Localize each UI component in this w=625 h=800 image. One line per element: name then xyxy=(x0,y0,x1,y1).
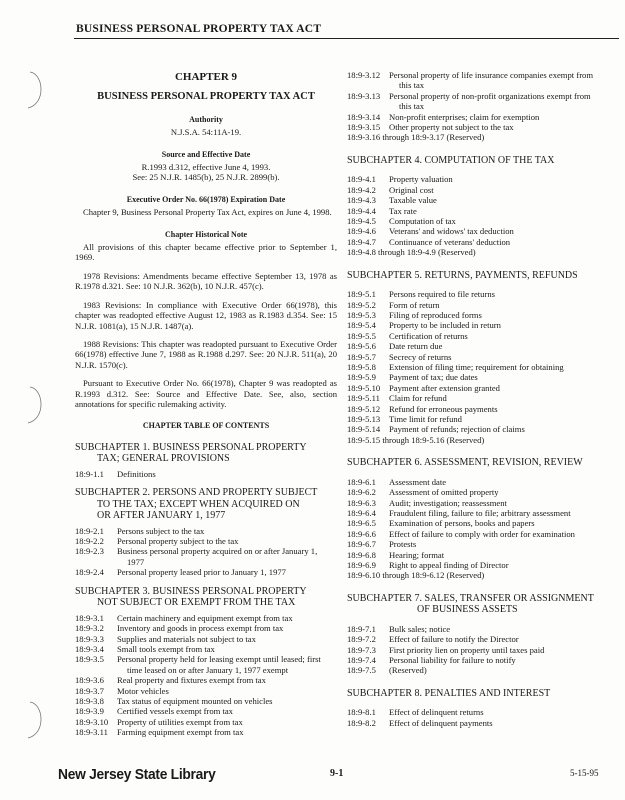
toc-entry xyxy=(347,237,619,247)
section-title-text: Date return due xyxy=(389,341,443,352)
section-title-text: Effect of delinquent returns xyxy=(389,707,484,718)
section-title-text: Motor vehicles xyxy=(117,685,169,696)
section-title-text: Audit; investigation; reassessment xyxy=(389,497,507,508)
section-number: 18:9-7.1 xyxy=(347,623,376,634)
left-column xyxy=(75,70,337,738)
section-title xyxy=(389,352,619,362)
section-title xyxy=(389,529,619,539)
section-title-text: Secrecy of returns xyxy=(389,351,452,362)
toc-entry xyxy=(347,91,619,112)
section-title-text: Bulk sales; notice xyxy=(389,623,451,634)
toc-entry xyxy=(347,645,619,655)
section-title xyxy=(389,665,619,675)
section-number: 18:9-5.12 xyxy=(347,403,381,414)
section-number: 18:9-3.12 xyxy=(347,70,381,80)
toc-entry xyxy=(75,623,337,633)
section-title xyxy=(117,567,337,577)
section-number: 18:9-6.8 xyxy=(347,549,376,560)
punch-hole-mark xyxy=(22,68,52,113)
section-number: 18:9-4.5 xyxy=(347,215,376,226)
section-number: 18:9-7.4 xyxy=(347,654,376,665)
section-title xyxy=(389,508,619,518)
subchapter-4-list xyxy=(347,174,619,247)
section-number: 18:9-3.2 xyxy=(75,623,104,634)
section-number: 18:9-5.4 xyxy=(347,320,376,331)
section-number: 18:9-2.4 xyxy=(75,567,104,578)
toc-entry xyxy=(347,393,619,403)
subchapter-5-title: SUBCHAPTER 5. RETURNS, PAYMENTS, REFUNDS xyxy=(347,269,578,281)
toc-entry xyxy=(75,469,337,479)
section-title-text: Payment of refunds; rejection of claims xyxy=(389,424,525,435)
source-line: R.1993 d.312, effective June 4, 1993. xyxy=(141,162,271,173)
section-title xyxy=(117,696,337,706)
subchapter-2-list xyxy=(75,526,337,578)
section-number: 18:9-5.1 xyxy=(347,289,376,300)
toc-entry xyxy=(347,665,619,675)
section-number: 18:9-2.1 xyxy=(75,525,104,536)
section-title-text: Persons required to file returns xyxy=(389,289,495,300)
section-number: 18:9-6.6 xyxy=(347,528,376,539)
section-title-text: Taxable value xyxy=(389,195,437,206)
toc-entry xyxy=(347,372,619,382)
section-number: 18:9-6.2 xyxy=(347,487,376,498)
section-title xyxy=(389,122,619,132)
section-title xyxy=(389,289,619,299)
section-title-text: Small tools exempt from tax xyxy=(117,643,215,654)
section-number: 18:9-8.2 xyxy=(347,717,376,728)
toc-entry xyxy=(347,404,619,414)
subchapter-3-list xyxy=(75,613,337,738)
section-number: 18:9-3.15 xyxy=(347,122,381,133)
toc-entry xyxy=(75,634,337,644)
section-title-text: Persons subject to the tax xyxy=(117,525,205,536)
section-title-text: Right to appeal finding of Director xyxy=(389,559,509,570)
toc-entry xyxy=(347,122,619,132)
library-stamp: New Jersey State Library xyxy=(58,766,216,783)
section-title xyxy=(117,675,337,685)
historical-note-heading: Chapter Historical Note xyxy=(164,229,248,239)
toc-entry xyxy=(347,634,619,644)
section-number: 18:9-3.14 xyxy=(347,111,381,122)
toc-entry xyxy=(75,546,337,567)
section-number: 18:9-6.4 xyxy=(347,507,376,518)
toc-entry xyxy=(347,174,619,184)
toc-entry xyxy=(347,341,619,351)
section-title xyxy=(389,362,619,372)
section-title xyxy=(117,613,337,623)
section-title xyxy=(389,226,619,236)
section-title-text: Certified vessels exempt from tax xyxy=(117,706,233,717)
section-title xyxy=(117,526,337,536)
section-number: 18:9-3.11 xyxy=(75,727,108,738)
toc-entry xyxy=(347,216,619,226)
toc-entry xyxy=(347,487,619,497)
section-number: 18:9-4.6 xyxy=(347,226,376,237)
section-number: 18:9-5.10 xyxy=(347,382,381,393)
running-head: BUSINESS PERSONAL PROPERTY TAX ACT xyxy=(76,23,322,35)
section-title-text: Refund for erroneous payments xyxy=(389,403,498,414)
section-number: 18:9-5.8 xyxy=(347,361,376,372)
section-number: 18:9-7.3 xyxy=(347,644,376,655)
section-title xyxy=(117,706,337,716)
section-title xyxy=(389,487,619,497)
toc-entry xyxy=(75,654,337,675)
toc-entry xyxy=(347,414,619,424)
section-number: 18:9-3.4 xyxy=(75,643,104,654)
chapter-label: CHAPTER 9 xyxy=(174,71,238,83)
section-title-text: Original cost xyxy=(389,184,434,195)
section-title xyxy=(389,216,619,226)
subchapter-3-title: SUBCHAPTER 3. BUSINESS PERSONAL PROPERTY NOT SUBJECT OR EXEMPT FROM THE TAX xyxy=(75,585,307,609)
executive-order-heading: Executive Order No. 66(1978) Expiration Date xyxy=(126,194,286,204)
toc-entry xyxy=(347,289,619,299)
section-number: 18:9-3.13 xyxy=(347,90,381,101)
section-title-text: Personal property subject to the tax xyxy=(117,536,239,547)
section-title xyxy=(389,404,619,414)
toc-entry xyxy=(75,675,337,685)
table-of-contents-heading: CHAPTER TABLE OF CONTENTS xyxy=(142,421,270,431)
reserved-range: 18:9-6.10 through 18:9-6.12 (Reserved) xyxy=(347,570,485,581)
section-number: 18:9-2.3 xyxy=(75,546,104,557)
historical-note-paragraph: All provisions of this chapter became effective prior to September 1, 1969. xyxy=(75,242,337,263)
section-number: 18:9-2.2 xyxy=(75,536,104,547)
toc-entry xyxy=(75,536,337,546)
toc-entry xyxy=(75,686,337,696)
subchapter-2-title: SUBCHAPTER 2. PERSONS AND PROPERTY SUBJECT TO THE TAX; EXCEPT WHEN ACQUIRED ON OR AFTER JANUARY 1, 1977 xyxy=(75,487,318,522)
section-number: 18:9-7.5 xyxy=(347,665,376,676)
section-title xyxy=(389,206,619,216)
section-title xyxy=(389,320,619,330)
toc-entry xyxy=(75,696,337,706)
section-number: 18:9-4.3 xyxy=(347,195,376,206)
section-title xyxy=(389,424,619,434)
section-number: 18:9-6.7 xyxy=(347,539,376,550)
section-title xyxy=(389,718,619,728)
toc-entry xyxy=(347,539,619,549)
source-line: See: 25 N.J.R. 1485(b), 25 N.J.R. 2899(b). xyxy=(132,172,280,183)
section-title-text: Other property not subject to the tax xyxy=(389,122,514,133)
section-number: 18:9-5.6 xyxy=(347,341,376,352)
section-number: 18:9-3.5 xyxy=(75,654,104,665)
section-title xyxy=(389,237,619,247)
section-title-text: Extension of filing time; requirement for obtaining xyxy=(389,361,564,372)
section-title-text: Personal property held for leasing exempt until leased; first xyxy=(117,654,321,665)
section-title-text: Computation of tax xyxy=(389,215,456,226)
section-title xyxy=(389,372,619,382)
section-title xyxy=(117,536,337,546)
toc-entry xyxy=(347,529,619,539)
toc-entry xyxy=(347,320,619,330)
section-title xyxy=(389,393,619,403)
section-number: 18:9-5.5 xyxy=(347,330,376,341)
subchapter-3-continued-list xyxy=(347,70,619,132)
section-title-text: Effect of delinquent payments xyxy=(389,717,493,728)
section-number: 18:9-3.8 xyxy=(75,695,104,706)
section-title-text: Payment of tax; due dates xyxy=(389,372,478,383)
toc-entry xyxy=(347,477,619,487)
section-title xyxy=(117,727,337,737)
section-title xyxy=(117,717,337,727)
section-title-continuation: time leased on or after January 1, 1977 exempt xyxy=(127,664,289,675)
section-title-text: Inventory and goods in process exempt from tax xyxy=(117,623,284,634)
section-title xyxy=(389,310,619,320)
section-title-text: Real property and fixtures exempt from tax xyxy=(117,675,266,686)
section-title xyxy=(117,634,337,644)
section-title-text: Definitions xyxy=(117,468,156,479)
toc-entry xyxy=(347,550,619,560)
toc-entry xyxy=(347,655,619,665)
authority-heading: Authority xyxy=(189,114,223,124)
section-title xyxy=(117,546,337,567)
section-title xyxy=(389,518,619,528)
toc-entry xyxy=(347,70,619,91)
section-title-text: Assessment date xyxy=(389,476,447,487)
section-title-text: Filing of reproduced forms xyxy=(389,309,482,320)
section-number: 18:9-6.1 xyxy=(347,476,376,487)
section-title xyxy=(389,300,619,310)
right-column xyxy=(347,70,619,728)
subchapter-5-list xyxy=(347,289,619,435)
section-title-text: Form of return xyxy=(389,299,440,310)
toc-entry xyxy=(347,362,619,372)
section-title xyxy=(389,185,619,195)
toc-entry xyxy=(347,310,619,320)
punch-hole-mark xyxy=(22,383,52,428)
subchapter-1-title: SUBCHAPTER 1. BUSINESS PERSONAL PROPERTY TAX; GENERAL PROVISIONS xyxy=(75,441,307,465)
section-title-text: Personal property of non-profit organizations exempt from xyxy=(389,90,591,101)
section-number: 18:9-4.7 xyxy=(347,236,376,247)
subchapter-7-title: SUBCHAPTER 7. SALES, TRANSFER OR ASSIGNMENT OF BUSINESS ASSETS xyxy=(347,592,594,616)
toc-entry xyxy=(347,624,619,634)
section-title-text: Veterans' and widows' tax deduction xyxy=(389,226,514,237)
toc-entry xyxy=(347,185,619,195)
section-number: 18:9-6.3 xyxy=(347,497,376,508)
section-title-text: Assessment of omitted property xyxy=(389,487,499,498)
historical-note-paragraph: 1978 Revisions: Amendments became effective September 13, 1978 as R.1978 d.321. See: 10 N.J.R. 362(b), 10 N.J.R. 457(c). xyxy=(75,270,337,292)
section-title-text: Tax status of equipment mounted on vehicles xyxy=(117,695,273,706)
section-title-text: Examination of persons, books and papers xyxy=(389,518,535,529)
section-title-text: Effect of failure to notify the Director xyxy=(389,634,519,645)
toc-entry xyxy=(347,195,619,205)
section-title-text: Business personal property acquired on or after January 1, xyxy=(117,546,318,557)
section-title xyxy=(389,634,619,644)
revision-date: 5-15-95 xyxy=(570,768,599,778)
reserved-range: 18:9-3.16 through 18:9-3.17 (Reserved) xyxy=(347,132,485,143)
section-title-text: Supplies and materials not subject to tax xyxy=(117,633,256,644)
section-number: 18:9-5.9 xyxy=(347,372,376,383)
toc-entry xyxy=(75,526,337,536)
toc-entry xyxy=(347,707,619,717)
section-title xyxy=(117,623,337,633)
section-title-text: Property to be included in return xyxy=(389,320,501,331)
historical-note-paragraph: 1988 Revisions: This chapter was readopted pursuant to Executive Order 66(1978) effective June 7, 1988 as R.1988 d.297. See: 20 N.J.R. 511(a), 20 N.J.R. 1570(c). xyxy=(75,338,337,370)
section-number: 18:9-3.7 xyxy=(75,685,104,696)
toc-entry xyxy=(347,498,619,508)
section-number: 18:9-4.2 xyxy=(347,184,376,195)
section-number: 18:9-5.7 xyxy=(347,351,376,362)
section-number: 18:9-5.11 xyxy=(347,393,380,404)
section-title-text: Claim for refund xyxy=(389,393,447,404)
toc-entry xyxy=(347,508,619,518)
subchapter-8-list xyxy=(347,707,619,728)
section-number: 18:9-5.13 xyxy=(347,413,381,424)
section-title xyxy=(389,91,619,112)
historical-note-paragraph: 1983 Revisions: In compliance with Executive Order 66(1978), this chapter was readopted effective August 12, 1983 as R.1983 d.354. See: 15 N.J.R. 1081(a), 15 N.J.R. 1487(a). xyxy=(75,299,337,331)
section-title-text: First priority lien on property until taxes paid xyxy=(389,644,545,655)
section-title xyxy=(389,624,619,634)
section-title-text: Fraudulent filing, failure to file; arbitrary assessment xyxy=(389,507,571,518)
toc-entry xyxy=(75,567,337,577)
section-number: 18:9-3.10 xyxy=(75,716,109,727)
section-title-text: Continuance of veterans' deduction xyxy=(389,236,511,247)
reserved-range: 18:9-4.8 through 18:9-4.9 (Reserved) xyxy=(347,247,476,258)
subchapter-7-list xyxy=(347,624,619,676)
source-heading: Source and Effective Date xyxy=(161,149,251,159)
section-title xyxy=(389,560,619,570)
authority-text: N.J.S.A. 54:11A-19. xyxy=(170,127,242,138)
section-title-text: Personal liability for failure to notify xyxy=(389,654,516,665)
toc-entry xyxy=(347,226,619,236)
section-title-text: Time limit for refund xyxy=(389,413,462,424)
section-number: 18:9-7.2 xyxy=(347,634,376,645)
toc-entry xyxy=(75,613,337,623)
section-number: 18:9-6.9 xyxy=(347,559,376,570)
section-title xyxy=(389,414,619,424)
punch-hole-mark xyxy=(22,698,52,743)
section-title-continuation: 1977 xyxy=(127,556,145,567)
section-title-text: Non-profit enterprises; claim for exemption xyxy=(389,111,540,122)
section-title xyxy=(389,477,619,487)
section-title-text: Payment after extension granted xyxy=(389,382,500,393)
section-title xyxy=(389,498,619,508)
section-title xyxy=(389,331,619,341)
chapter-name: BUSINESS PERSONAL PROPERTY TAX ACT xyxy=(97,91,315,103)
reserved-range: 18:9-5.15 through 18:9-5.16 (Reserved) xyxy=(347,434,485,445)
toc-entry xyxy=(347,424,619,434)
section-title xyxy=(389,655,619,665)
subchapter-6-title: SUBCHAPTER 6. ASSESSMENT, REVISION, REVIEW xyxy=(347,457,583,469)
section-title xyxy=(117,654,337,675)
section-number: 18:9-4.1 xyxy=(347,174,376,185)
section-title xyxy=(117,644,337,654)
toc-entry xyxy=(75,706,337,716)
section-number: 18:9-5.2 xyxy=(347,299,376,310)
section-title xyxy=(389,383,619,393)
section-title xyxy=(389,707,619,717)
section-number: 18:9-6.5 xyxy=(347,518,376,529)
toc-entry xyxy=(347,718,619,728)
subchapter-1-list xyxy=(75,469,337,479)
section-title-continuation: this tax xyxy=(399,80,425,91)
section-title-text: Personal property leased prior to January 1, 1977 xyxy=(117,567,286,578)
section-title xyxy=(389,645,619,655)
section-title-text: Hearing; format xyxy=(389,549,445,560)
section-title xyxy=(117,469,337,479)
section-title xyxy=(389,112,619,122)
toc-entry xyxy=(75,727,337,737)
section-title-continuation: this tax xyxy=(399,101,425,112)
toc-entry xyxy=(75,717,337,727)
section-title-text: Property valuation xyxy=(389,174,453,185)
subchapter-4-title: SUBCHAPTER 4. COMPUTATION OF THE TAX xyxy=(347,154,555,166)
toc-entry xyxy=(347,383,619,393)
section-number: 18:9-3.9 xyxy=(75,706,104,717)
section-number: 18:9-3.1 xyxy=(75,612,104,623)
section-title-text: (Reserved) xyxy=(389,665,427,676)
section-title-text: Tax rate xyxy=(389,205,417,216)
section-title xyxy=(117,686,337,696)
section-number: 18:9-3.6 xyxy=(75,675,104,686)
section-title-text: Certain machinery and equipment exempt from tax xyxy=(117,612,293,623)
toc-entry xyxy=(347,300,619,310)
section-title-text: Farming equipment exempt from tax xyxy=(117,727,244,738)
section-number: 18:9-5.14 xyxy=(347,424,381,435)
section-title-text: Protests xyxy=(389,539,417,550)
section-number: 18:9-5.3 xyxy=(347,309,376,320)
section-title xyxy=(389,195,619,205)
section-title xyxy=(389,341,619,351)
toc-entry xyxy=(347,112,619,122)
section-title-text: Certification of returns xyxy=(389,330,468,341)
toc-entry xyxy=(347,560,619,570)
section-number: 18:9-3.3 xyxy=(75,633,104,644)
toc-entry xyxy=(347,352,619,362)
page-number: 9-1 xyxy=(330,768,344,779)
section-number: 18:9-1.1 xyxy=(75,468,104,479)
section-title-text: Personal property of life insurance companies exempt from xyxy=(389,70,594,80)
subchapter-8-title: SUBCHAPTER 8. PENALTIES AND INTEREST xyxy=(347,687,551,699)
section-title xyxy=(389,70,619,91)
historical-note-paragraph: Pursuant to Executive Order No. 66(1978), Chapter 9 was readopted as R.1993 d.312. See: Source and Effective Date. See, also, section annotations for specific rulemaking activity. xyxy=(75,378,337,409)
header-rule xyxy=(74,38,619,39)
section-title xyxy=(389,539,619,549)
section-number: 18:9-4.4 xyxy=(347,205,376,216)
section-number: 18:9-8.1 xyxy=(347,707,376,718)
section-title xyxy=(389,174,619,184)
section-title-text: Effect of failure to comply with order for examination xyxy=(389,528,575,539)
section-title-text: Property of utilities exempt from tax xyxy=(117,716,243,727)
toc-entry xyxy=(75,644,337,654)
toc-entry xyxy=(347,518,619,528)
toc-entry xyxy=(347,331,619,341)
executive-order-text: Chapter 9, Business Personal Property Tax Act, expires on June 4, 1998. xyxy=(83,207,332,218)
toc-entry xyxy=(347,206,619,216)
subchapter-6-list xyxy=(347,477,619,571)
section-title xyxy=(389,550,619,560)
